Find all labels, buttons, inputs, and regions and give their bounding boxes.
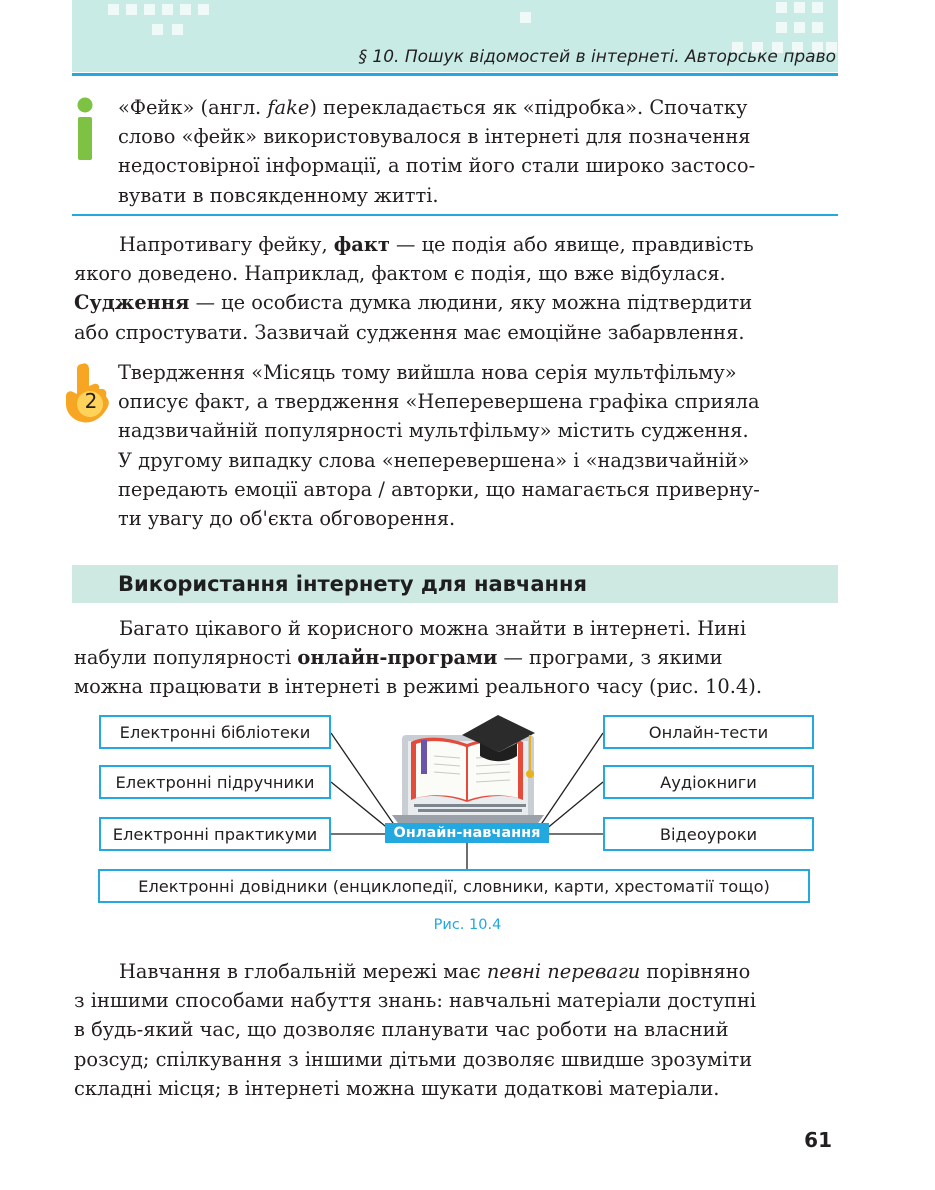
diagram-box-video-lessons: Відеоуроки <box>603 817 814 851</box>
example-text: Твердження «Місяць тому вийшла нова серія мультфільму» описує факт, а твердження «Неперевершена графіка сприяла надзвичайній популярності мультфільму» містить судження. У другому випадку слова «неперевершена» і «надзвичайній» передають емоції автора / авторки, що намагається приверну- ти увагу до об'єкта обговорення. <box>118 361 760 531</box>
section-title: Використання інтернету для навчання <box>118 572 588 596</box>
diagram-box-references: Електронні довідники (енциклопедії, словники, карти, хрестоматії тощо) <box>98 869 810 903</box>
term-opinion: Судження <box>74 291 190 315</box>
info-line: вувати в повсякденному житті. <box>118 183 439 207</box>
figure-caption: Рис. 10.4 <box>433 917 502 933</box>
info-line: недостовірної інформації, а потім його стали широко застосо- <box>118 154 756 178</box>
diagram-box-libraries: Електронні бібліотеки <box>99 715 331 749</box>
term-fact: факт <box>333 233 390 256</box>
term-advantages: певні переваги <box>486 960 641 983</box>
info-line: «Фейк» (англ. fake) перекладається як «підробка». Спочатку <box>118 96 748 119</box>
paragraph-advantages: Навчання в глобальній мережі має певні переваги порівняно з іншими способами набуття знань: навчальні матеріали доступні в будь-який час, що дозволяє планувати час роботи на власний розсуд; спілкування з іншими дітьми дозволяє швидше зрозуміти складні місця; в інтернеті можна шукати додаткові матеріали. <box>74 960 757 1100</box>
info-line: слово «фейк» використовувалося в інтернеті для позначення <box>118 125 751 149</box>
diagram-box-textbooks: Електронні підручники <box>99 765 331 799</box>
diagram-box-audiobooks: Аудіокниги <box>603 765 814 799</box>
diagram-hub-online-learning: Онлайн-навчання <box>385 823 549 843</box>
laptop-book-graduation-icon <box>392 715 544 826</box>
paragraph-fact: Напротивагу фейку, факт — це подія або явище, правдивість якого доведено. Наприклад, фактом є подія, що вже відбулася. Судження — це особиста думка людини, яку можна підтвердити або спростувати. Зазвичай судження має емоційне забарвлення. <box>74 233 754 344</box>
diagram-box-online-tests: Онлайн-тести <box>603 715 814 749</box>
example-badge: 2 <box>84 389 98 413</box>
running-title: § 10. Пошук відомостей в інтернеті. Авторське право <box>358 47 836 67</box>
page-number: 61 <box>804 1128 832 1152</box>
diagram-box-workbooks: Електронні практикуми <box>99 817 331 851</box>
term-online-programs: онлайн-програми <box>297 646 498 670</box>
paragraph-online: Багато цікавого й корисного можна знайти в інтернеті. Нині набули популярності онлайн-програми — програми, з якими можна працювати в інтернеті в режимі реального часу (рис. 10.4). <box>74 617 762 699</box>
